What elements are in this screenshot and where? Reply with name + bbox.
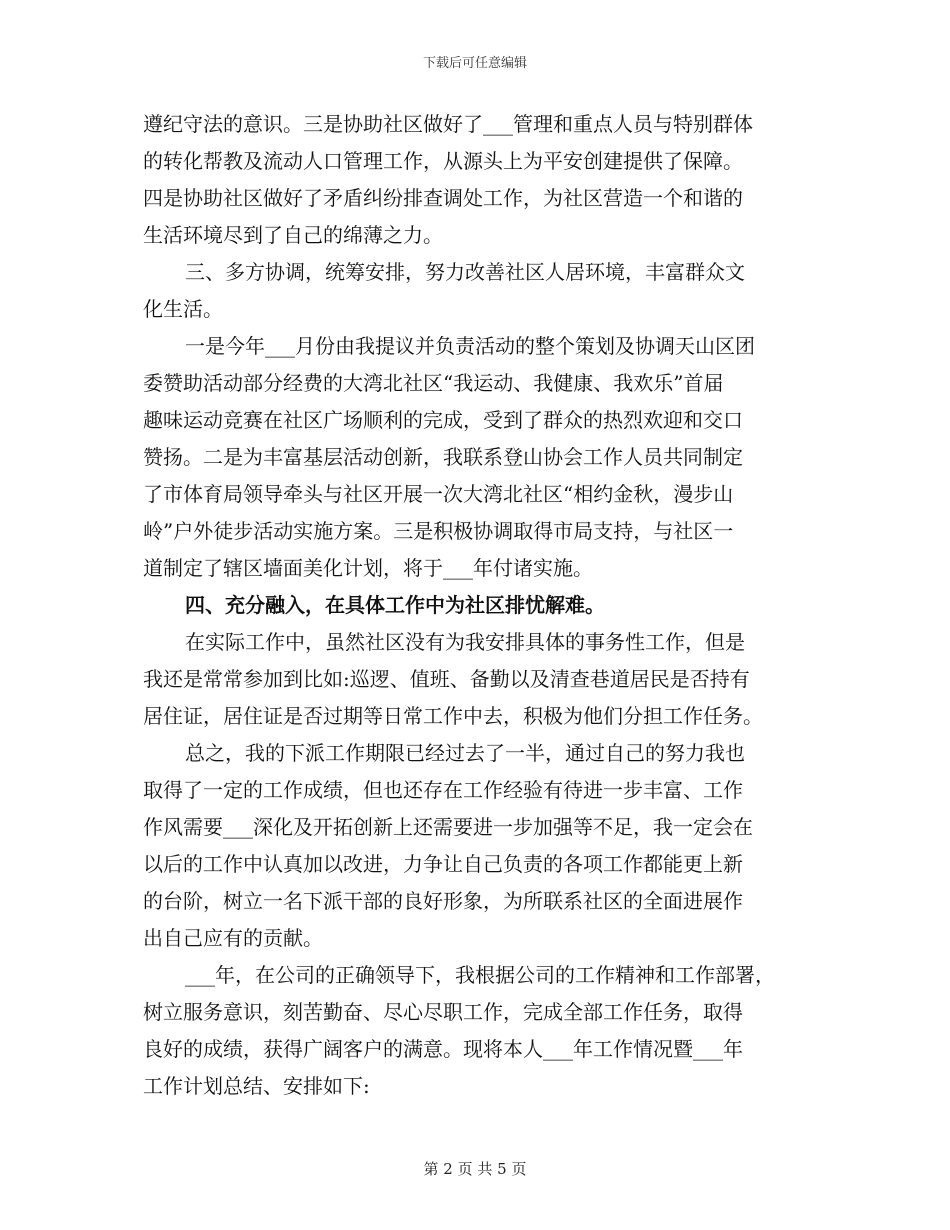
text-line: ___年，在公司的正确领导下，我根据公司的工作精神和工作部署， — [185, 963, 775, 987]
text-line: 工作计划总结、安排如下: — [143, 1074, 370, 1098]
text-line: 我还是常常参加到比如:巡逻、值班、备勤以及清查巷道居民是否持有 — [143, 667, 750, 691]
section-heading: 三、多方协调，统筹安排，努力改善社区人居环境，丰富群众文 — [185, 260, 745, 284]
text-line: 良好的成绩，获得广阔客户的满意。现将本人___年工作情况暨___年 — [143, 1037, 743, 1061]
text-line: 作风需要___深化及开拓创新上还需要进一步加强等不足，我一定会在 — [143, 815, 753, 839]
text-line: 化生活。 — [143, 297, 223, 321]
text-line: 的台阶，树立一名下派干部的良好形象，为所联系社区的全面进展作 — [143, 889, 743, 913]
text-line: 遵纪守法的意识。三是协助社区做好了___管理和重点人员与特别群体 — [143, 112, 753, 136]
page-header: 下载后可任意编辑 — [422, 56, 527, 71]
document-body — [143, 106, 808, 1105]
text-line: 四是协助社区做好了矛盾纠纷排查调处工作，为社区营造一个和谐的 — [143, 186, 743, 210]
text-line: 趣味运动竞赛在社区广场顺利的完成，受到了群众的热烈欢迎和交口 — [143, 408, 743, 432]
text-line: 赞扬。二是为丰富基层活动创新，我联系登山协会工作人员共同制定 — [143, 445, 743, 469]
text-line: 道制定了辖区墙面美化计划，将于___年付诸实施。 — [143, 556, 593, 580]
text-line: 委赞助活动部分经费的大湾北社区“我运动、我健康、我欢乐”首届 — [143, 371, 724, 395]
text-line: 在实际工作中，虽然社区没有为我安排具体的事务性工作，但是 — [185, 630, 745, 654]
text-line: 的转化帮教及流动人口管理工作，从源头上为平安创建提供了保障。 — [143, 149, 743, 173]
text-line: 了市体育局领导牵头与社区开展一次大湾北社区“相约金秋，漫步山 — [143, 482, 734, 506]
text-line: 出自己应有的贡献。 — [143, 926, 323, 950]
page-number: 第 2 页 共 5 页 — [423, 1160, 527, 1178]
text-line: 树立服务意识，刻苦勤奋、尽心尽职工作，完成全部工作任务，取得 — [143, 1000, 743, 1024]
text-line: 以后的工作中认真加以改进，力争让自己负责的各项工作都能更上新 — [143, 852, 743, 876]
text-line: 居住证，居住证是否过期等日常工作中去，积极为他们分担工作任务。 — [143, 704, 763, 728]
text-line: 岭”户外徒步活动实施方案。三是积极协调取得市局支持，与社区一 — [143, 519, 734, 543]
text-line: 生活环境尽到了自己的绵薄之力。 — [143, 223, 443, 247]
section-heading-bold: 四、充分融入，在具体工作中为社区排忧解难。 — [185, 593, 605, 617]
text-line: 总之，我的下派工作期限已经过去了一半，通过自己的努力我也 — [185, 741, 745, 765]
text-line: 一是今年___月份由我提议并负责活动的整个策划及协调天山区团 — [185, 334, 755, 358]
text-line: 取得了一定的工作成绩，但也还存在工作经验有待进一步丰富、工作 — [143, 778, 743, 802]
